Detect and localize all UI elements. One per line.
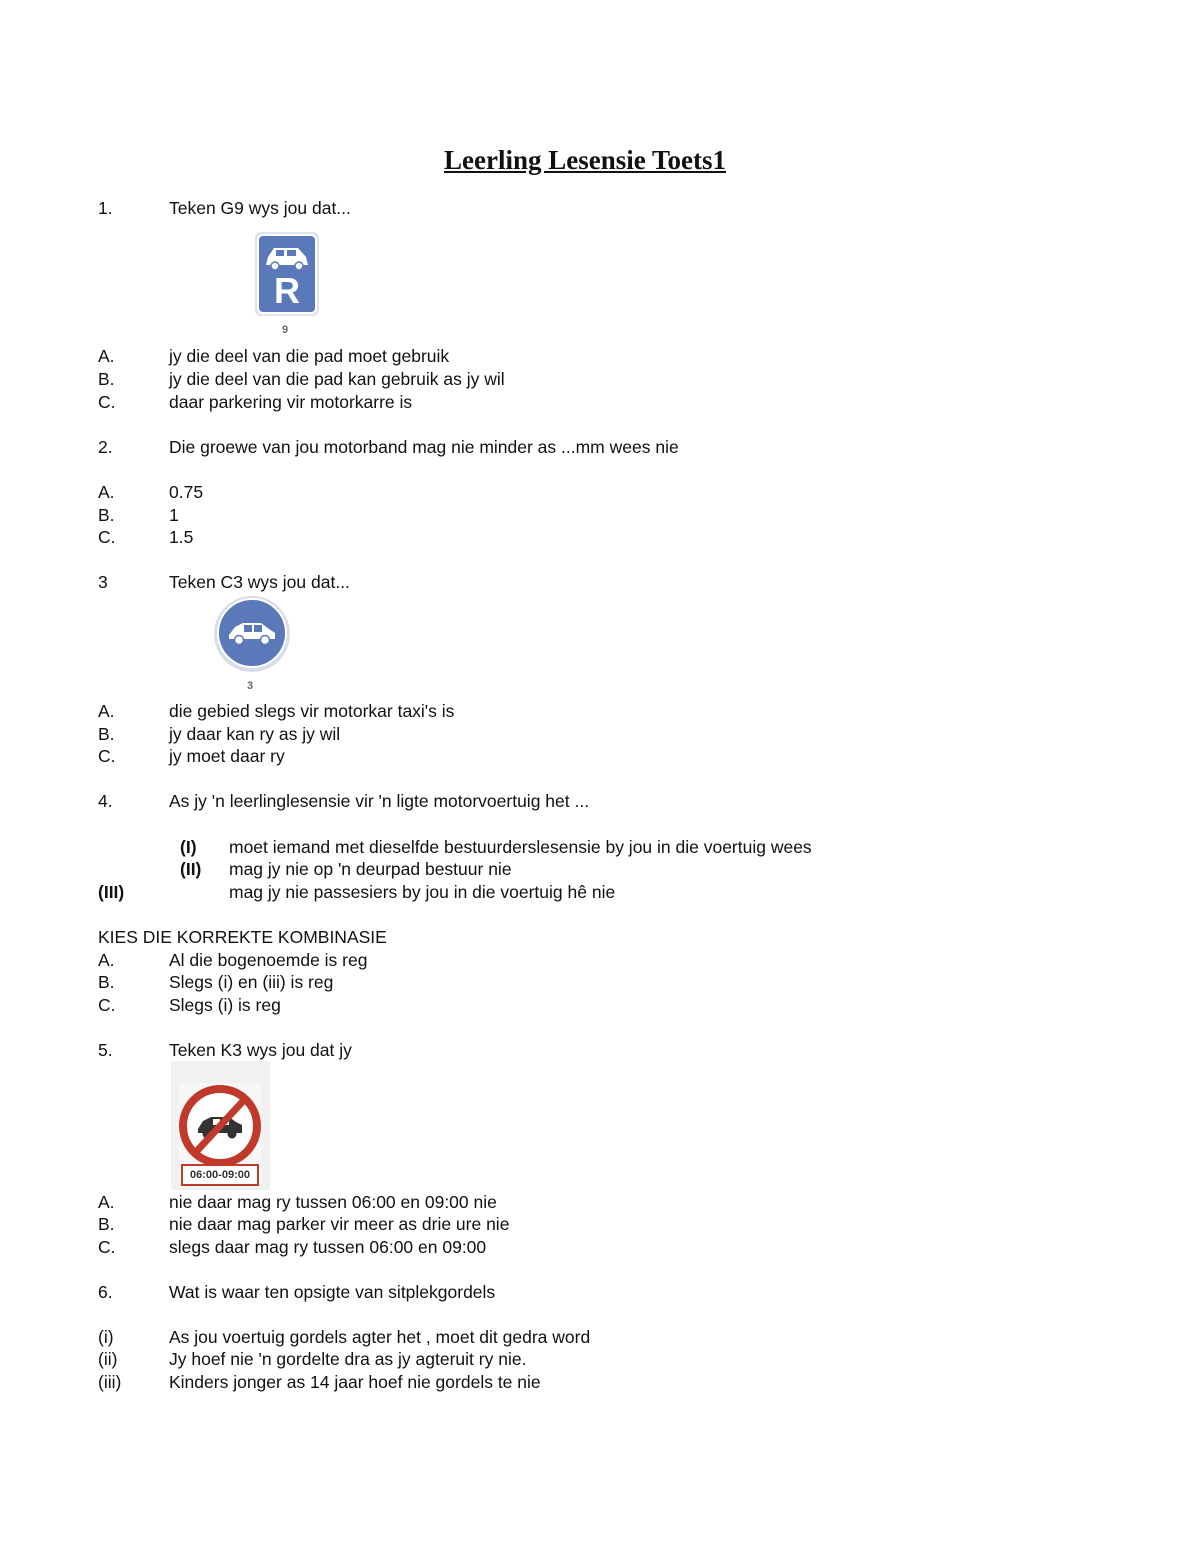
option-letter: B.: [98, 369, 115, 389]
statement-text: As jou voertuig gordels agter het , moet dit gedra word: [169, 1327, 591, 1347]
option-letter: B.: [98, 972, 115, 992]
option-text: Al die bogenoemde is reg: [169, 950, 368, 970]
option-text: jy die deel van die pad moet gebruik: [169, 346, 450, 366]
option-letter: A.: [98, 701, 115, 721]
question-number: 1.: [98, 198, 113, 218]
option-letter: B.: [98, 724, 115, 744]
option-letter: B.: [98, 1214, 115, 1234]
question-number: 4.: [98, 791, 113, 811]
question-text: Die groewe van jou motorband mag nie minder as ...mm wees nie: [169, 437, 679, 457]
statement-label: (iii): [98, 1372, 122, 1392]
option-text: jy die deel van die pad kan gebruik as jy wil: [169, 369, 505, 389]
option-text: nie daar mag ry tussen 06:00 en 09:00 nie: [169, 1192, 497, 1212]
question-text: Teken C3 wys jou dat...: [169, 572, 350, 592]
sign-time-label: 06:00-09:00: [190, 1169, 250, 1181]
option-text: slegs daar mag ry tussen 06:00 en 09:00: [169, 1237, 487, 1257]
motorcar-only-sign-icon: [213, 595, 291, 673]
instruction-text: KIES DIE KORREKTE KOMBINASIE: [98, 927, 387, 947]
statement-text: moet iemand met dieselfde bestuurderslesensie by jou in die voertuig wees: [229, 837, 812, 857]
statement-label: (II): [180, 859, 202, 879]
option-letter: C.: [98, 995, 116, 1015]
option-letter: A.: [98, 346, 115, 366]
option-text: nie daar mag parker vir meer as drie ure nie: [169, 1214, 510, 1234]
option-text: daar parkering vir motorkarre is: [169, 392, 413, 412]
option-letter: A.: [98, 950, 115, 970]
question-number: 3: [98, 572, 108, 592]
statement-text: mag jy nie op 'n deurpad bestuur nie: [229, 859, 512, 879]
document-title: Leerling Lesensie Toets1: [444, 145, 726, 175]
statement-label: (III): [98, 882, 125, 902]
option-text: 1.5: [169, 527, 194, 547]
option-letter: A.: [98, 1192, 115, 1212]
option-letter: A.: [98, 482, 115, 502]
question-text: Teken K3 wys jou dat jy: [169, 1040, 352, 1060]
statement-text: mag jy nie passesiers by jou in die voertuig hê nie: [229, 882, 616, 902]
option-letter: B.: [98, 505, 115, 525]
question-text: As jy 'n leerlinglesensie vir 'n ligte motorvoertuig het ...: [169, 791, 590, 811]
option-letter: C.: [98, 392, 116, 412]
option-text: 1: [169, 505, 179, 525]
sign-caption: 3: [247, 680, 254, 692]
question-number: 6.: [98, 1282, 113, 1302]
statement-label: (I): [180, 837, 197, 857]
question-text: Teken G9 wys jou dat...: [169, 198, 351, 218]
option-letter: C.: [98, 1237, 116, 1257]
statement-label: (ii): [98, 1349, 118, 1369]
sign-caption: 9: [282, 324, 289, 336]
sign-letter: R: [274, 270, 300, 311]
no-motorcar-timed-sign-icon: [171, 1061, 270, 1190]
statement-label: (i): [98, 1327, 114, 1347]
option-letter: C.: [98, 746, 116, 766]
question-number: 2.: [98, 437, 113, 457]
option-text: jy daar kan ry as jy wil: [169, 724, 341, 744]
question-text: Wat is waar ten opsigte van sitplekgordels: [169, 1282, 496, 1302]
option-text: 0.75: [169, 482, 204, 502]
option-text: Slegs (i) is reg: [169, 995, 281, 1015]
reserved-lane-sign-icon: [254, 231, 320, 317]
option-text: Slegs (i) en (iii) is reg: [169, 972, 334, 992]
statement-text: Kinders jonger as 14 jaar hoef nie gordels te nie: [169, 1372, 541, 1392]
option-text: jy moet daar ry: [169, 746, 285, 766]
option-text: die gebied slegs vir motorkar taxi's is: [169, 701, 455, 721]
option-letter: C.: [98, 527, 116, 547]
statement-text: Jy hoef nie 'n gordelte dra as jy agteruit ry nie.: [169, 1349, 527, 1369]
question-number: 5.: [98, 1040, 113, 1060]
